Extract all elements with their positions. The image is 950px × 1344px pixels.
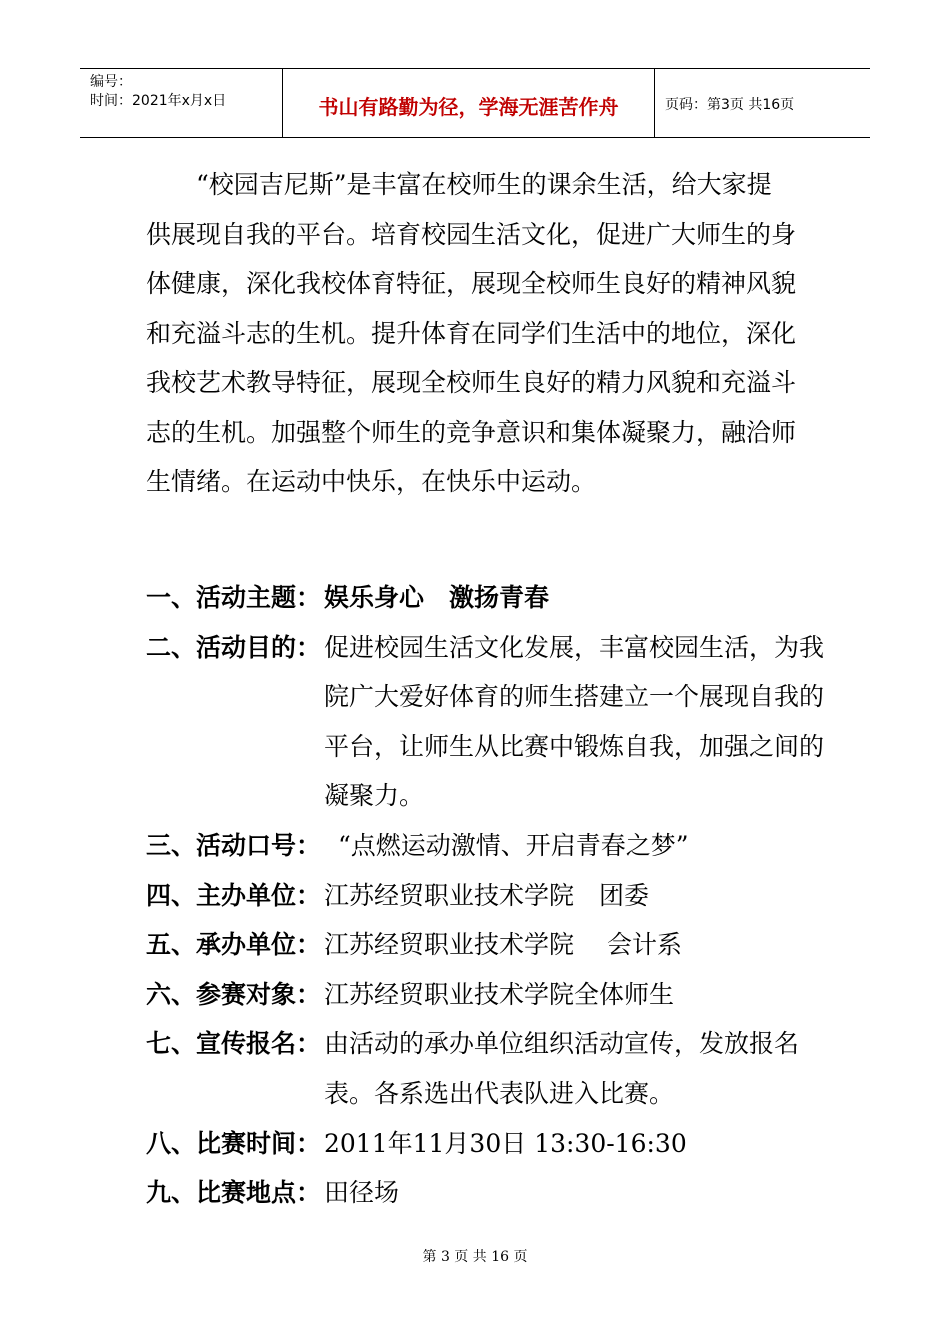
item-value: 2011年11月30日 13:30-16:30 (324, 1128, 687, 1158)
item-label: 六、参赛对象： (146, 979, 322, 1009)
list-item (146, 821, 826, 871)
item-value: 娱乐身心 激扬青春 (324, 583, 550, 612)
list-item (146, 970, 826, 1020)
item-label: 三、活动口号： (146, 830, 322, 860)
document-date-label: 时间：2021年x月x日 (90, 93, 227, 109)
item-value: 江苏经贸职业技术学院 会计系 (324, 930, 682, 960)
item-label: 八、比赛时间： (146, 1128, 322, 1158)
item-label: 五、承办单位： (146, 930, 322, 960)
item-label: 七、宣传报名： (146, 1029, 322, 1059)
item-value: 由活动的承办单位组织活动宣传，发放报名表。各系选出代表队进入比赛。 (324, 1029, 800, 1108)
page-header (80, 68, 870, 138)
list-item (146, 1168, 826, 1218)
intro-paragraph: “校园吉尼斯”是丰富在校师生的课余生活，给大家提供展现自我的平台。培育校园生活文化，促进广大师生的身体健康，深化我校体育特征，展现全校师生良好的精神风貌和充溢斗志的生机。提升体育在同学们生活中的地位，深化我校艺术教导特征，展现全校师生良好的精力风貌和充溢斗志的生机。加强整个师生的竞争意识和集体凝聚力，融洽师生情绪。在运动中快乐，在快乐中运动。 (146, 170, 797, 496)
list-item (146, 623, 826, 821)
activity-details-list (146, 573, 826, 1218)
list-item (146, 1119, 826, 1169)
item-label: 九、比赛地点： (146, 1178, 322, 1208)
list-item (146, 573, 826, 623)
list-item (146, 1019, 826, 1118)
item-value: 促进校园生活文化发展，丰富校园生活，为我院广大爱好体育的师生搭建立一个展现自我的平台，让师生从比赛中锻炼自我，加强之间的凝聚力。 (324, 632, 825, 811)
item-label: 一、活动主题： (146, 583, 322, 612)
item-label: 四、主办单位： (146, 880, 322, 910)
list-item (146, 871, 826, 921)
document-number-label: 编号： (90, 74, 132, 90)
item-label: 二、活动目的： (146, 632, 322, 662)
header-page-number: 页码：第3页 共16页 (665, 97, 795, 113)
item-value: 江苏经贸职业技术学院全体师生 (324, 979, 675, 1009)
list-item (146, 920, 826, 970)
item-value: 江苏经贸职业技术学院 团委 (324, 880, 650, 910)
header-meta (80, 69, 283, 137)
item-value: 田径场 (324, 1178, 400, 1208)
header-motto: 书山有路勤为径，学海无涯苦作舟 (283, 69, 655, 137)
page-footer: 第 3 页 共 16 页 (422, 1249, 528, 1265)
item-value: “点燃运动激情、开启青春之梦” (338, 830, 689, 860)
